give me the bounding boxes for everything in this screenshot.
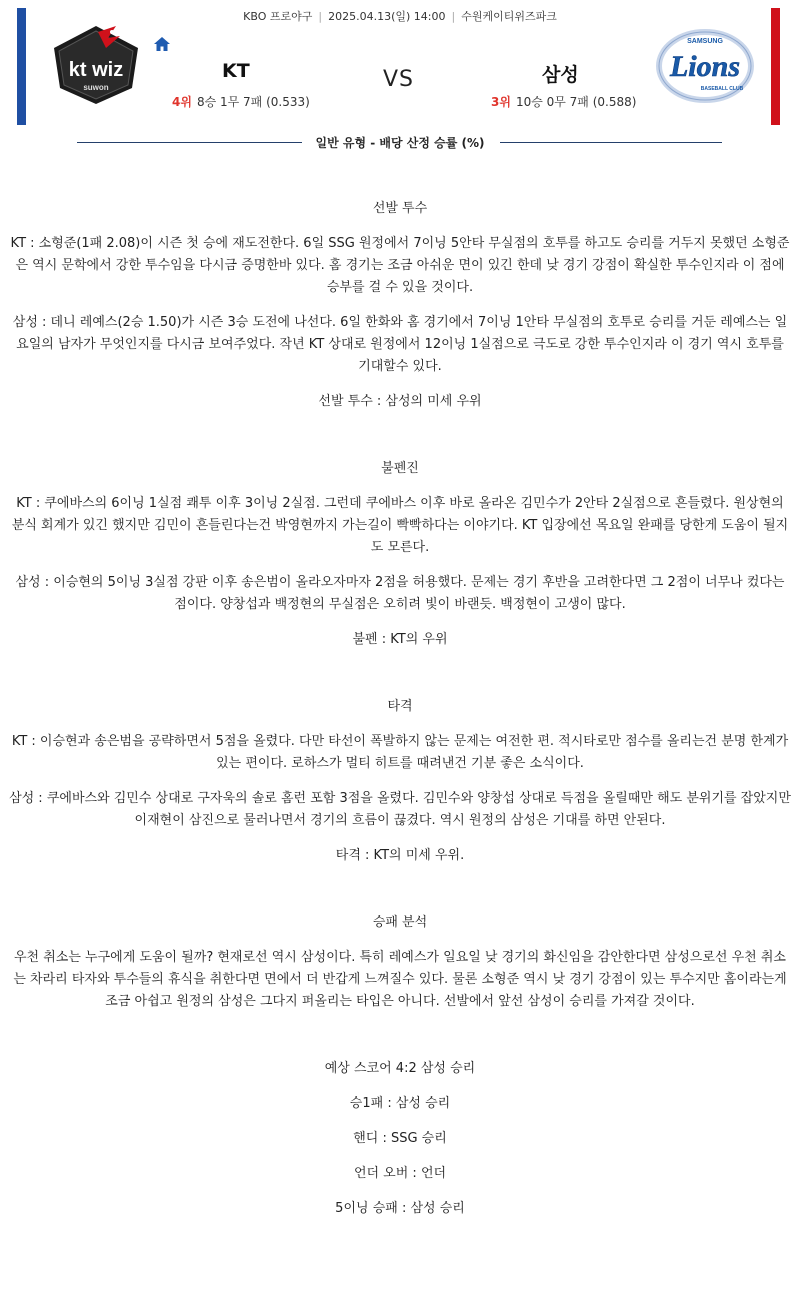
prediction-score: 예상 스코어 4:2 삼성 승리 (324, 1061, 476, 1076)
bullpen-heading: 불펜진 (381, 461, 419, 476)
lions-logo-top: SAMSUNG (687, 38, 723, 45)
home-team-rank: 4위 (172, 95, 192, 109)
bullpen-verdict: 불펜 : KT의 우위 (352, 632, 448, 647)
vs-label: VS (383, 67, 415, 92)
pitcher-verdict: 선발 투수 : 삼성의 미세 우위 (318, 394, 482, 409)
prediction-win-loss: 승1패 : 삼성 승리 (349, 1096, 451, 1111)
batting-heading: 타격 (387, 699, 413, 714)
lions-logo-bottom: BASEBALL CLUB (700, 86, 744, 92)
analysis-content (8, 198, 792, 1233)
kt-logo-sub: suwon (83, 83, 109, 92)
batting-samsung: 삼성 : 쿠에바스와 김민수 상대로 구자욱의 솔로 홈런 포함 3점을 올렸다. 김민수와 양창섭 상대로 득점을 올릴때만 해도 분위기를 잡았지만 이재현이 삼진으로 물러나면서 경기의 흐름이 끊겼다. 역시 원정의 삼성은 기대를 하면 안된다. (9, 791, 791, 828)
home-team-record (172, 93, 310, 110)
kt-wiz-logo (46, 22, 146, 108)
away-team-record (491, 93, 636, 110)
home-icon (153, 36, 171, 52)
league-label: KBO 프로야구 (243, 10, 313, 23)
pitcher-kt: KT : 소형준(1패 2.08)이 시즌 첫 승에 재도전한다. 6일 SSG 원정에서 7이닝 5안타 무실점의 호투를 하고도 승리를 거두지 못했던 소형준은 역시 문학에서 강한 투수임을 다시금 증명한바 있다. 홈 경기는 조금 아쉬운 면이 있긴 한데 낮 경기 강점이 확실한 투수인지라 이 점에 승부를 걸 수 있을 것이다. (10, 236, 790, 295)
away-team-color-bar (771, 8, 780, 125)
batting-verdict: 타격 : KT의 미세 우위. (335, 848, 465, 863)
prediction-over-under: 언더 오버 : 언더 (353, 1166, 447, 1181)
lions-logo-text: Lions (669, 50, 741, 83)
away-team-record-text: 10승 0무 7패 (0.588) (515, 95, 637, 109)
home-team-color-bar (17, 8, 26, 125)
section-label: 일반 유형 - 배당 산정 승률 (%) (315, 136, 485, 150)
bullpen-kt: KT : 쿠에바스의 6이닝 1실점 쾌투 이후 3이닝 2실점. 그런데 쿠에바스 이후 바로 올라온 김민수가 2안타 2실점으로 흔들렸다. 원상현의 분식 회계가 있긴 했지만 김민이 흔들린다는건 박영현까지 가는길이 빡빡하다는 이야기다. KT 입장에선 목요일 완패를 당한게 도움이 될지도 모른다. (11, 496, 789, 555)
analysis-text: 우천 취소는 누구에게 도움이 될까? 현재로선 역시 삼성이다. 특히 레예스가 일요일 낮 경기의 화신임을 감안한다면 삼성으로선 우천 취소는 차라리 타자와 투수들의 휴식을 취한다면 면에서 더 반갑게 느껴질수 있다. 물론 소형준 역시 낮 경기 강점이 있는 투수지만 홈이라는게 조금 아쉽고 원정의 삼성은 그다지 퍼올리는 타입은 아니다. 선발에서 앞선 삼성이 승리를 가져갈 것이다. (13, 950, 787, 1009)
pitcher-heading: 선발 투수 (372, 201, 428, 216)
match-meta: KBO 프로야구 | 2025.04.13(일) 14:00 | 수원케이티위즈파크 (243, 10, 557, 23)
home-team-name: KT (222, 60, 250, 82)
analysis-heading: 승패 분석 (372, 915, 428, 930)
prediction-five-innings: 5이닝 승패 : 삼성 승리 (335, 1201, 465, 1216)
samsung-lions-logo (652, 26, 758, 104)
match-datetime: 2025.04.13(일) 14:00 (328, 10, 446, 23)
stadium-label: 수원케이티위즈파크 (461, 10, 557, 23)
divider-left (77, 142, 302, 143)
bullpen-samsung: 삼성 : 이승현의 5이닝 3실점 강판 이후 송은범이 올라오자마자 2점을 허용했다. 문제는 경기 후반을 고려한다면 그 2점이 너무나 컸다는 점이다. 양창섭과 백정현의 무실점은 오히려 빛이 바랜듯. 백정현이 고생이 많다. (15, 575, 785, 612)
divider-right (500, 142, 722, 143)
away-team-name: 삼성 (542, 64, 579, 86)
home-team-record-text: 8승 1무 7패 (0.533) (196, 95, 310, 109)
pitcher-samsung: 삼성 : 데니 레예스(2승 1.50)가 시즌 3승 도전에 나선다. 6일 한화와 홈 경기에서 7이닝 1안타 무실점의 호투로 승리를 거둔 레예스는 일요일의 남자가 무엇인지를 다시금 보여주었다. 작년 KT 상대로 원정에서 12이닝 1실점으로 극도로 강한 투수인지라 이 경기 역시 호투를 기대할수 있다. (12, 315, 788, 374)
kt-logo-text: kt wiz (68, 59, 124, 81)
away-team-rank: 3위 (491, 95, 511, 109)
batting-kt: KT : 이승현과 송은범을 공략하면서 5점을 올렸다. 다만 타선이 폭발하지 않는 문제는 여전한 편. 적시타로만 점수를 올리는건 분명 한계가 있는 편이다. 로하스가 멀티 히트를 때려낸건 기분 좋은 소식이다. (11, 734, 789, 771)
prediction-handicap: 핸디 : SSG 승리 (353, 1131, 447, 1146)
